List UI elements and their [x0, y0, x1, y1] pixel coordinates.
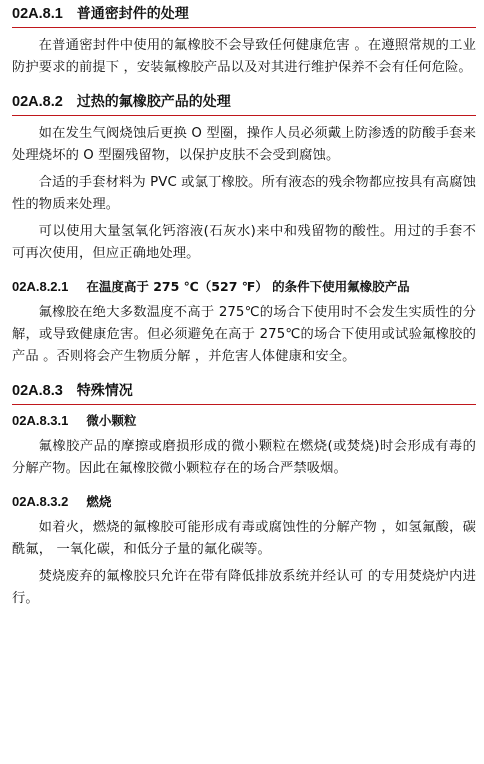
paragraph: 如在发生气阀烧蚀后更换 O 型圈，操作人员必须戴上防渗透的防酸手套来处理烧坏的 O 型圈残留物，以保护皮肤不会受到腐蚀。: [12, 126, 476, 163]
section-heading-8-1: [12, 4, 476, 28]
paragraph: 在普通密封件中使用的氟橡胶不会导致任何健康危害 。在遵照常规的工业防护要求的前提下 ，安装氟橡胶产品以及对其进行维护保养不会有任何危险。: [12, 38, 476, 75]
subsection-heading-8-2-1: [12, 278, 476, 296]
paragraph: 合适的手套材料为 PVC 或氯丁橡胶。所有液态的残余物都应按具有高腐蚀性的物质来处理。: [12, 175, 476, 212]
section-title: 过热的氟橡胶产品的处理: [76, 94, 231, 110]
section-title: 特殊情况: [76, 383, 133, 399]
section-number: 02A.8.3: [12, 383, 63, 399]
subsection-number: 02A.8.3.1: [12, 413, 69, 428]
subsection-number: 02A.8.2.1: [12, 279, 69, 294]
paragraph: 如着火，燃烧的氟橡胶可能形成有毒或腐蚀性的分解产物 ，如氢氟酸，碳酰氟， 一氧化碳，和低分子量的氟化碳等。: [12, 520, 476, 557]
subsection-number: 02A.8.3.2: [12, 494, 69, 509]
subsection-heading-8-3-1: [12, 412, 476, 430]
subsection-title: 燃烧: [86, 494, 112, 509]
subsection-title: 在温度高于 275 ℃（527 ℉） 的条件下使用氟橡胶产品: [86, 279, 410, 294]
paragraph: 可以使用大量氢氧化钙溶液(石灰水)来中和残留物的酸性。用过的手套不可再次使用，但应正确地处理。: [12, 224, 476, 261]
section-heading-8-3: [12, 381, 476, 405]
section-title: 普通密封件的处理: [76, 6, 189, 22]
section-heading-8-2: [12, 92, 476, 116]
section-number: 02A.8.1: [12, 6, 63, 22]
paragraph: 氟橡胶在绝大多数温度不高于 275℃的场合下使用时不会发生实质性的分解，或导致健康危害。但必须避免在高于 275℃的场合下使用或试验氟橡胶的产品 。否则将会产生物质分解 ，并危害人体健康和安全。: [12, 305, 476, 364]
section-number: 02A.8.2: [12, 94, 63, 110]
subsection-heading-8-3-2: [12, 493, 476, 511]
paragraph: 焚烧废弃的氟橡胶只允许在带有降低排放系统并经认可 的专用焚烧炉内进行。: [12, 569, 476, 606]
paragraph: 氟橡胶产品的摩擦或磨损形成的微小颗粒在燃烧(或焚烧)时会形成有毒的分解产物。因此在氟橡胶微小颗粒存在的场合严禁吸烟。: [12, 439, 476, 476]
subsection-title: 微小颗粒: [86, 413, 137, 428]
